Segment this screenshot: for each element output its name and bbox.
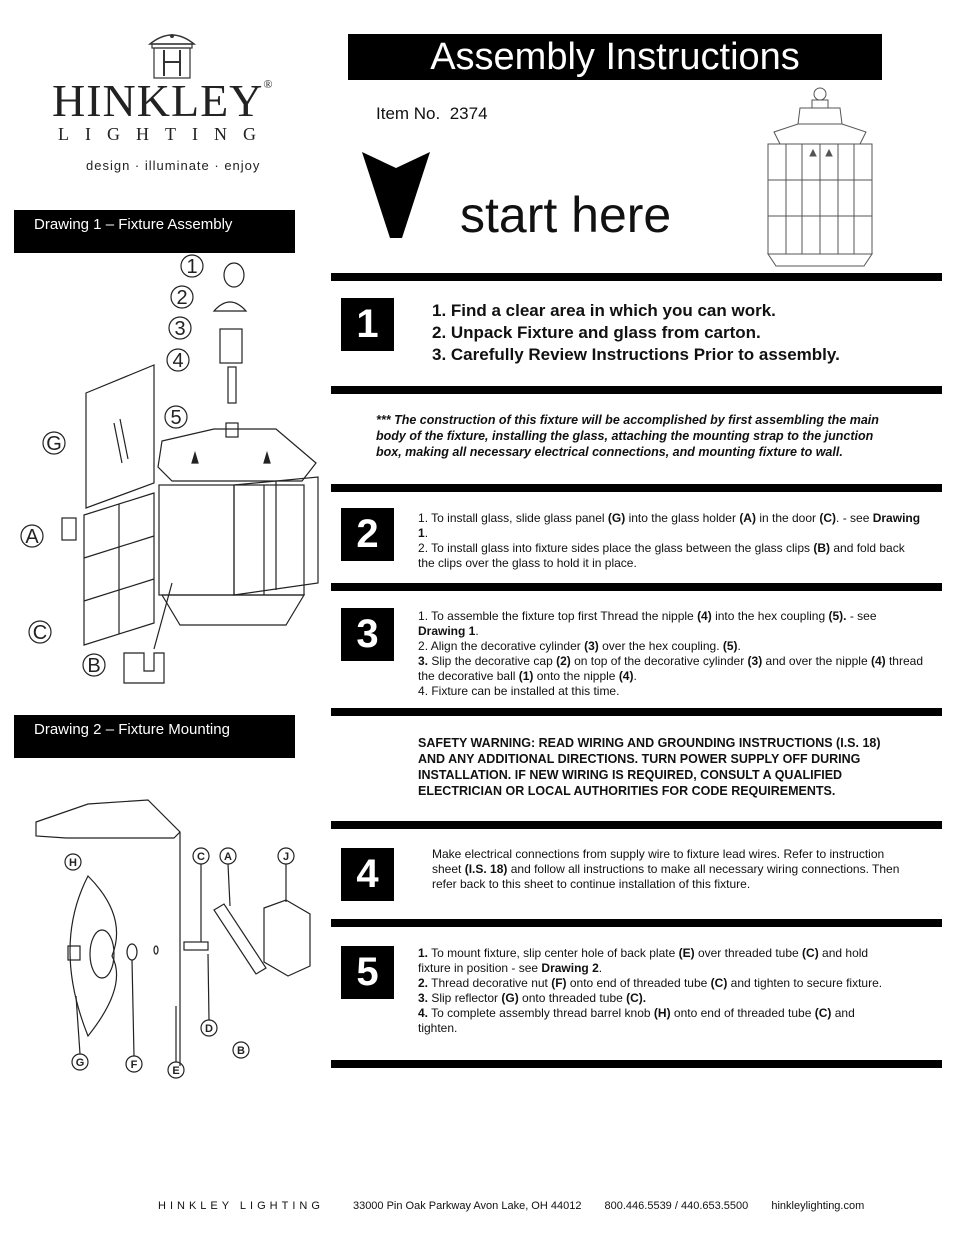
callout-b: B [87,655,101,677]
callout-f: F [130,1059,138,1071]
divider [331,273,942,281]
callout-1: 1 [186,256,198,278]
callout-g2: G [75,1057,85,1069]
drawing1-label: Drawing 1 – Fixture Assembly [14,210,295,253]
step-1-line: 1. Find a clear area in which you can work. [432,301,776,320]
divider [331,919,942,927]
step-1-number: 1 [341,298,394,351]
callout-4: 4 [172,350,184,372]
arrow-down-icon [362,152,430,238]
step-5-number: 5 [341,946,394,999]
step-4-number: 4 [341,848,394,901]
callout-e: E [172,1065,180,1077]
callout-b2: B [237,1045,245,1057]
callout-5: 5 [170,407,182,429]
step-2-number: 2 [341,508,394,561]
start-here-heading: start here [460,187,672,243]
brand-name: HINKLEY® [52,75,274,126]
divider [331,386,942,394]
drawing2-label: Drawing 2 – Fixture Mounting [14,715,295,758]
brand-tagline: design · illuminate · enjoy [86,158,261,173]
fixture-mounting-diagram [28,796,328,1086]
registered-mark: ® [263,77,274,91]
callout-g: G [46,433,62,455]
lantern-fixture-illustration [760,84,880,270]
divider [331,484,942,492]
brand-subtitle: LIGHTING [58,124,272,144]
callout-3: 3 [174,318,186,340]
step-3-number: 3 [341,608,394,661]
step-2-text: 1. To install glass, slide glass panel (G) into the glass holder (A) in the door (C). - see Drawing 1. 2. To install glass into fixture sides place the glass between the glass clips (B) and fold back the clips over the glass to hold it in place. [418,511,921,570]
divider [331,1060,942,1068]
callout-h: H [69,857,77,869]
divider [331,583,942,591]
hinkley-logo-icon [142,30,202,80]
step-3-text: 1. To assemble the fixture top first Thread the nipple (4) into the hex coupling (5). - see Drawing 1. 2. Align the decorative cylinder (3) over the hex coupling. (5). 3. Slip the decorative cap (2) on top of the decorative cylinder (3) and over the nipple (4) thread the decorative ball (1) onto the nipple (4). 4. Fixture can be installed at this time. [418,609,923,698]
callout-c2: C [197,851,205,863]
footer [158,1200,864,1212]
fixture-assembly-diagram [14,253,334,703]
step-1-text [432,300,840,366]
construction-note: *** The construction of this fixture will be accomplished by first assembling the main body of the fixture, installing the glass, attaching the mounting strap to the junction box, making all necessary electrical connections, and mounting fixture to wall. [376,413,879,459]
callout-a2: A [224,851,232,863]
page-title: Assembly Instructions [348,34,882,80]
divider [331,708,942,716]
item-number: Item No. 2374 [376,104,488,123]
step-1-line: 3. Carefully Review Instructions Prior to assembly. [432,345,840,364]
footer-phone: 800.446.5539 / 440.653.5500 [604,1200,749,1212]
step-4-text: Make electrical connections from supply wire to fixture lead wires. Refer to instruction sheet (I.S. 18) and follow all instructions to make all necessary wiring connections. Then refer back to this sheet to continue installation of this fixture. [432,847,900,891]
callout-2: 2 [176,287,188,309]
footer-website[interactable]: hinkleylighting.com [771,1200,865,1212]
step-5-text: 1. To mount fixture, slip center hole of back plate (E) over threaded tube (C) and hold fixture in position - see Drawing 2. 2. Thread decorative nut (F) onto end of threaded tube (C) and tighten to secure fixture. 3. Slip reflector (G) onto threaded tube (C). 4. To complete assembly thread barrel knob (H) onto end of threaded tube (C) and tighten. [418,946,883,1035]
safety-warning: SAFETY WARNING: READ WIRING AND GROUNDING INSTRUCTIONS (I.S. 18) AND ANY ADDITIONAL DIRECTIONS. TURN POWER SUPPLY OFF DURING INSTALLATION. IF NEW WIRING IS REQUIRED, CONSULT A QUALIFIED ELECTRICIAN OR LOCAL AUTHORITIES FOR CODE REQUIREMENTS. [418,736,881,798]
callout-c: C [32,622,48,644]
callout-j: J [282,851,290,863]
footer-address: 33000 Pin Oak Parkway Avon Lake, OH 44012 [352,1200,582,1212]
callout-a: A [25,526,39,548]
step-1-line: 2. Unpack Fixture and glass from carton. [432,323,761,342]
callout-d: D [205,1023,213,1035]
divider [331,821,942,829]
footer-brand: HINKLEY LIGHTING [158,1200,324,1212]
